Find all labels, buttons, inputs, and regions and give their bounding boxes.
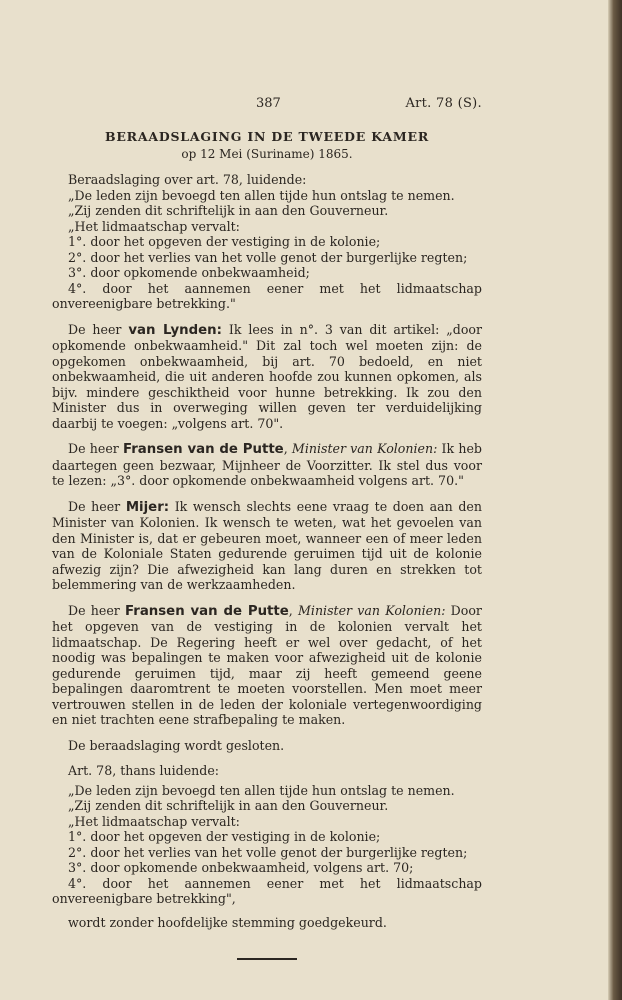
- article-line: „Het lidmaatschap vervalt:: [68, 218, 240, 234]
- speaker-role: Minister van Kolonien:: [291, 441, 438, 456]
- speaker-name: Fransen van de Putte: [125, 603, 289, 619]
- speech-prefix: De heer: [68, 321, 122, 337]
- section-title: BERAADSLAGING IN DE TWEEDE KAMER: [104, 129, 430, 144]
- speaker-name: Mijer:: [125, 499, 170, 515]
- result-line: wordt zonder hoofdelijke stemming goedgekeurd.: [68, 914, 387, 930]
- speech-prefix: De heer: [68, 498, 121, 514]
- article-line: 1°. door het opgeven der vestiging in de kolonie;: [68, 829, 381, 844]
- intro-line: Beraadslaging over art. 78, luidende:: [68, 172, 307, 187]
- article-line: „Zij zenden dit schriftelijk in aan den Gouverneur.: [68, 798, 389, 813]
- end-divider: [237, 958, 297, 960]
- article-line: „De leden zijn bevoegd ten allen tijde hun ontslag te nemen.: [68, 187, 455, 203]
- article-line: 3°. door opkomende onbekwaamheid, volgens art. 70;: [68, 860, 414, 875]
- article-line: „Het lidmaatschap vervalt:: [68, 813, 240, 829]
- speech: De heer Fransen van de Putte, Minister van Kolonien: Door het opgeven van de vestiging in de kolonien vervalt het lidmaatschap. De Regering heeft er wel over gedacht, of het noodig was bepalingen te maken voor afwezigheid uit de kolonie gedurende geruimen tijd, maar zij heeft gemeend geene bepalingen daaromtrent te moeten voorstellen. Men moet meer vertrouwen stellen in de leden der koloniale vertegenwoordiging en niet trachten eene strafbepaling te maken.: [52, 602, 482, 727]
- speech-text: Ik heb daartegen geen bezwaar, Mijnheer de Voorzitter. Ik stel dus voor te lezen: „3°. door opkomende onbekwaamheid volgens art. 70.": [52, 441, 482, 488]
- speaker-role: Minister van Kolonien:: [298, 602, 446, 618]
- article-line: 1°. door het opgeven der vestiging in de kolonie;: [68, 234, 381, 249]
- speech: [52, 322, 482, 432]
- speech-text: Ik lees in n°. 3 van dit artikel: „door opkomende onbekwaamheid." Dit zal toch wel moeten zijn: de opgekomen onbekwaamheid, bij art. 70 bedoeld, en niet onbekwaamheid, die uit anderen hoofde zou kunnen opkomen, als bijv. mindere geschiktheid voor hunne betrekking. Ik zou den Minister dus in overweging willen geven ter verduidelijking daarbij te voegen: „volgens art. 70".: [52, 321, 483, 431]
- article-line: „Zij zenden dit schriftelijk in aan den Gouverneur.: [68, 203, 389, 218]
- speech-text: Ik wensch slechts eene vraag te doen aan den Minister van Kolonien. Ik wensch te weten, wat het gevoelen van den Minister is, dat er gebeuren moet, wanneer een of meer leden van de Koloniale Staten gedurende geruimen tijd uit de kolonie afwezig zijn? Die afwezigheid kan lang duren en strekken tot belemmering van de werkzaamheden.: [52, 498, 482, 592]
- final-article: [52, 783, 482, 907]
- article-reference: Art. 78 (S).: [405, 96, 482, 111]
- article-line: 4°. door het aannemen eener met het lidmaatschap onvereenigbare betrekking.": [52, 280, 482, 311]
- article-line: „De leden zijn bevoegd ten allen tijde hun ontslag te nemen.: [68, 782, 455, 798]
- speech: De heer Fransen van de Putte, Minister van Kolonien: Ik heb daartegen geen bezwaar, Mijnheer de Voorzitter. Ik stel dus voor te lezen: „3°. door opkomende onbekwaamheid volgens art. 70.": [52, 441, 482, 488]
- section-subtitle: op 12 Mei (Suriname) 1865.: [181, 146, 353, 161]
- article-line: 4°. door het aannemen eener met het lidmaatschap onvereenigbare betrekking",: [52, 875, 482, 906]
- speaker-name: van Lynden:: [128, 322, 222, 338]
- article-line: 2°. door het verlies van het volle genot der burgerlijke regten;: [68, 249, 468, 265]
- article-line: 3°. door opkomende onbekwaamheid;: [68, 265, 310, 280]
- speech-prefix: De heer: [68, 602, 120, 618]
- page-body: [52, 96, 482, 960]
- speaker-name: Fransen van de Putte: [123, 442, 284, 457]
- original-article: [52, 188, 482, 312]
- article-line: 2°. door het verlies van het volle genot der burgerlijke regten;: [68, 844, 468, 860]
- book-edge: [608, 0, 622, 1000]
- speech: [52, 499, 482, 593]
- page-number: 387: [256, 96, 281, 111]
- article-intro: Art. 78, thans luidende:: [68, 763, 220, 778]
- speech-prefix: De heer: [68, 441, 119, 456]
- speech-text: Door het opgeven van de vestiging in de kolonien vervalt het lidmaatschap. De Regering heeft er wel over gedacht, of het noodig was bepalingen te maken voor afwezigheid uit de kolonie gedurende geruimen tijd, maar zij heeft gemeend geene bepalingen daaromtrent te moeten voorstellen. Men moet meer vertrouwen stellen in de leden der koloniale vertegenwoordiging en niet trachten eene strafbepaling te maken.: [52, 602, 482, 727]
- closing-line: De beraadslaging wordt gesloten.: [68, 737, 285, 753]
